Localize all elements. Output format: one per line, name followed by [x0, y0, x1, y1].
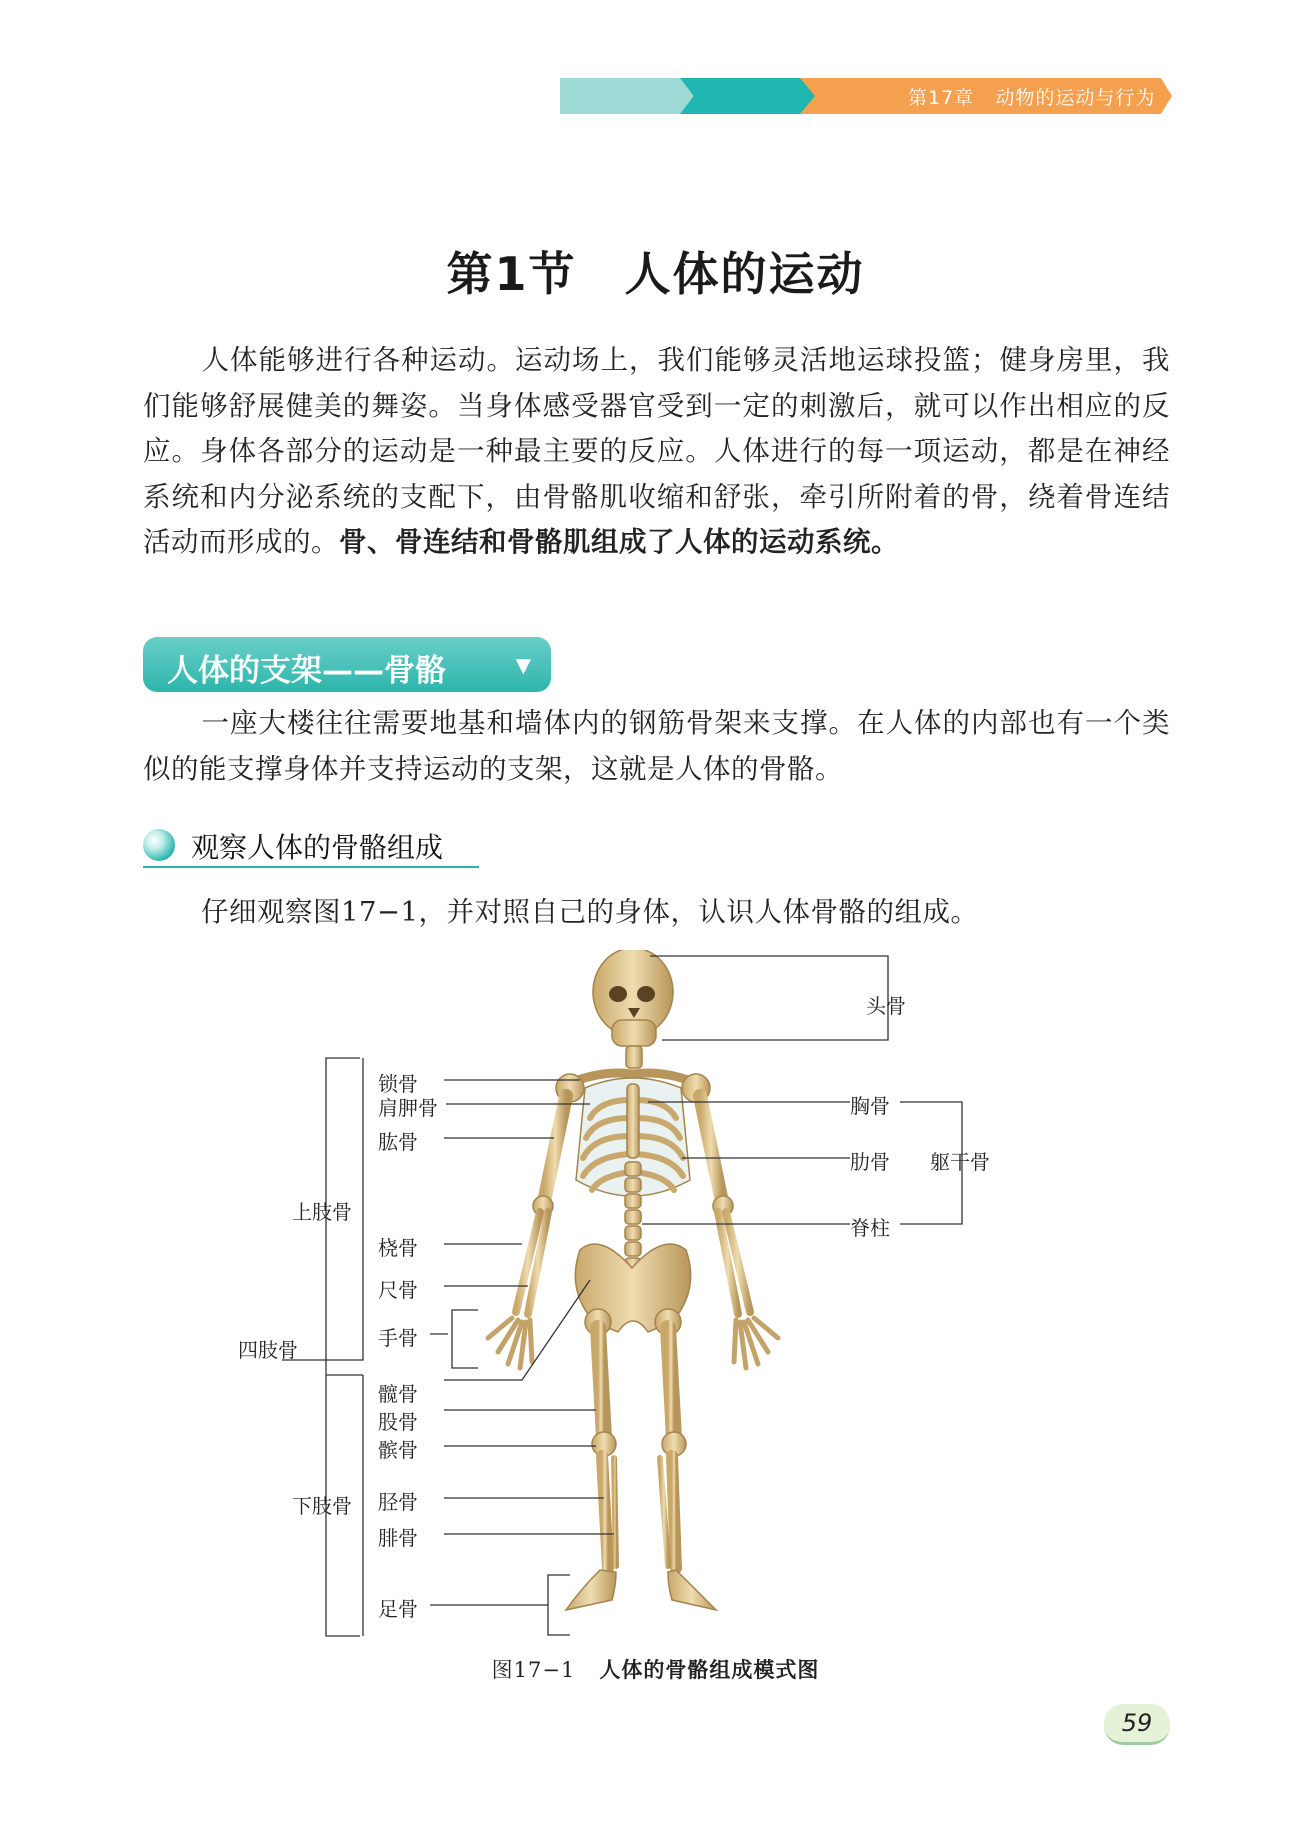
activity-title: 观察人体的骨骼组成 [191, 831, 444, 864]
caption-number: 图17−1 [491, 1658, 576, 1682]
skeleton-figure [0, 950, 1311, 1640]
bullet-circle-icon [143, 829, 175, 861]
label-foot-bone: 足骨 [378, 1597, 418, 1621]
label-radius: 桡骨 [378, 1236, 418, 1260]
label-hip-bone: 髋骨 [378, 1382, 418, 1406]
chapter-header-band [560, 78, 1172, 114]
chapter-number: 第17章 [908, 87, 975, 109]
section-title: 人体的支架——骨骼 [167, 653, 446, 689]
label-limbs: 四肢骨 [238, 1338, 298, 1362]
label-fibula: 腓骨 [378, 1526, 418, 1550]
label-spine: 脊柱 [850, 1216, 890, 1240]
header-band-segment [560, 78, 696, 114]
label-head-bone: 头骨 [866, 994, 906, 1018]
intro-paragraph [143, 338, 1170, 566]
figure-caption [0, 1654, 1311, 1684]
caption-title: 人体的骨骼组成模式图 [599, 1658, 820, 1682]
section-heading [143, 637, 551, 692]
chapter-title: 动物的运动与行为 [995, 87, 1156, 109]
section-paragraph [143, 701, 1170, 792]
chapter-label [908, 83, 1155, 110]
label-scapula: 肩胛骨 [378, 1096, 438, 1120]
label-trunk-bone: 躯干骨 [930, 1150, 990, 1174]
header-band-segment [680, 78, 818, 114]
activity-heading [143, 826, 479, 868]
page-title: 第1节 人体的运动 [446, 247, 865, 301]
intro-bold-text: 骨、骨连结和骨骼肌组成了人体的运动系统。 [339, 526, 899, 558]
label-rib: 肋骨 [850, 1150, 890, 1174]
label-clavicle: 锁骨 [378, 1072, 418, 1096]
label-sternum: 胸骨 [850, 1094, 890, 1118]
label-upper-limb: 上肢骨 [292, 1200, 352, 1224]
label-hand-bone: 手骨 [378, 1326, 418, 1350]
page-number-badge [1104, 1704, 1170, 1745]
activity-instruction: 仔细观察图17−1，并对照自己的身体，认识人体骨骼的组成。 [201, 896, 979, 928]
skeleton-drawing [488, 950, 778, 1610]
skeleton-illustration [0, 950, 1311, 1640]
label-humerus: 肱骨 [378, 1130, 418, 1154]
section-text: 一座大楼往往需要地基和墙体内的钢筋骨架来支撑。在人体的内部也有一个类似的能支撑身体并支持运动的支架，这就是人体的骨骼。 [143, 707, 1170, 785]
label-tibia: 胫骨 [378, 1490, 418, 1514]
label-femur: 股骨 [378, 1410, 418, 1434]
intro-text: 人体能够进行各种运动。运动场上，我们能够灵活地运球投篮；健身房里，我们能够舒展健美的舞姿。当身体感受器官受到一定的刺激后，就可以作出相应的反应。身体各部分的运动是一种最主要的反应。人体进行的每一项运动，都是在神经系统和内分泌系统的支配下，由骨骼肌收缩和舒张，牵引所附着的骨，绕着骨连结活动而形成的。 [143, 344, 1170, 558]
label-lower-limb: 下肢骨 [292, 1494, 352, 1518]
label-patella: 髌骨 [378, 1438, 418, 1462]
label-ulna: 尺骨 [378, 1278, 418, 1302]
triangle-down-icon: ▼ [515, 653, 531, 677]
page-number: 59 [1121, 1709, 1153, 1737]
